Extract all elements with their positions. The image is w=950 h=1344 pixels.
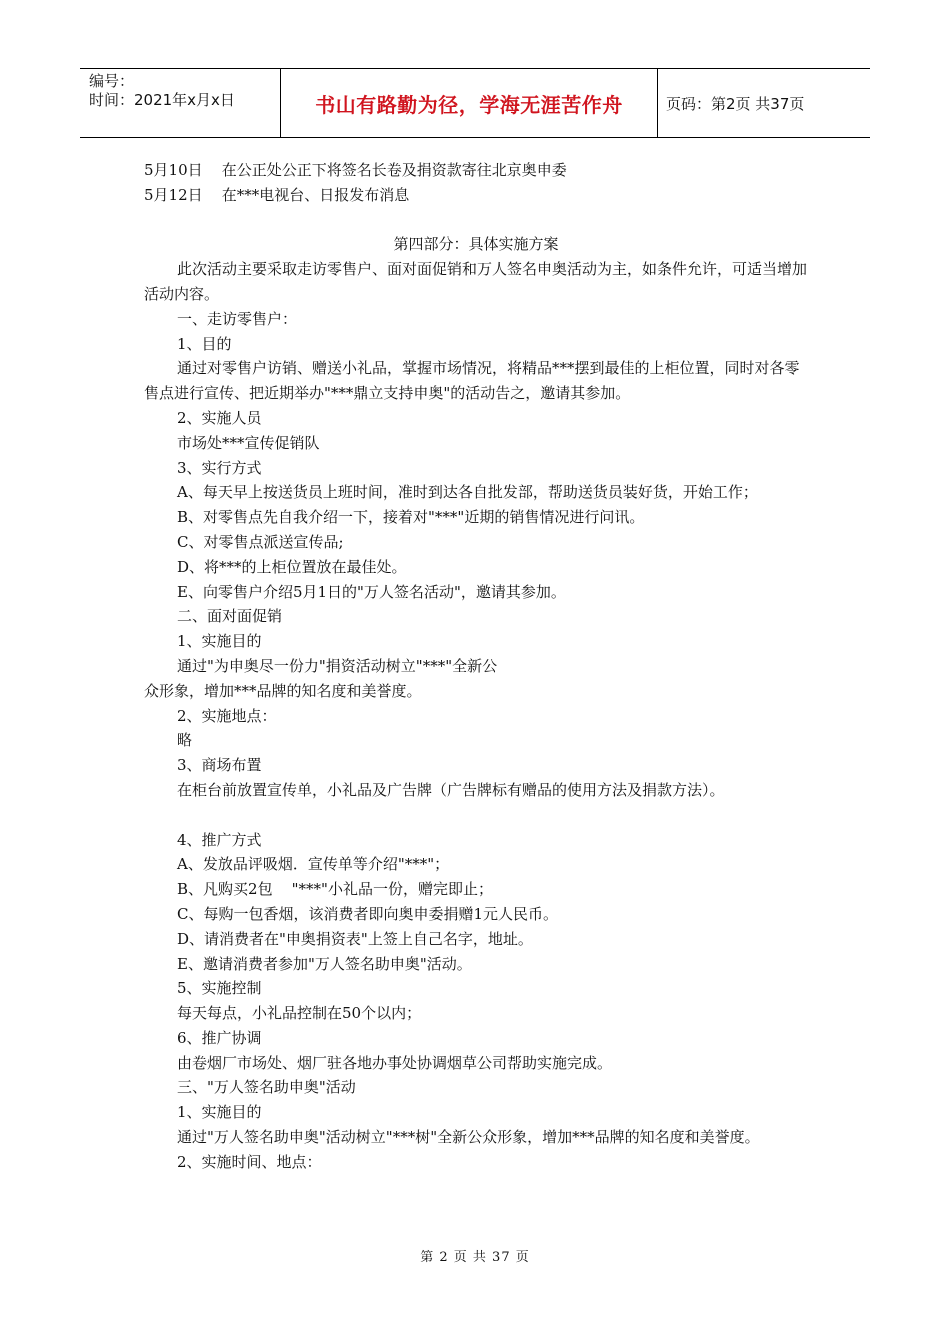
paragraph: 在柜台前放置宣传单，小礼品及广告牌（广告牌标有赠品的使用方法及捐款方法）。 [177, 780, 725, 799]
document-number-label: 编号： [89, 72, 135, 90]
header-meta [80, 69, 281, 137]
list-item: D、请消费者在"申奥捐资表"上签上自己名字，地址。 [177, 929, 533, 948]
paragraph: 众形象，增加***品牌的知名度和美誉度。 [144, 681, 422, 700]
paragraph: 市场处***宣传促销队 [177, 433, 320, 452]
subheading: 三、"万人签名助申奥"活动 [177, 1078, 356, 1097]
list-item: C、每购一包香烟，该消费者即向奥申委捐赠1元人民币。 [177, 904, 559, 923]
subheading: 3、商场布置 [177, 756, 262, 775]
paragraph: 通过"为申奥尽一份力"捐资活动树立"***"全新公 [177, 656, 498, 675]
list-item: D、将***的上柜位置放在最佳处。 [177, 557, 407, 576]
subheading: 二、面对面促销 [177, 607, 283, 626]
list-item: B、凡购买2包 "***"小礼品一份，赠完即止； [177, 880, 493, 899]
list-item: A、发放品评吸烟．宣传单等介绍"***"； [177, 855, 450, 874]
motto-text: 书山有路勤为径，学海无涯苦作舟 [315, 92, 623, 117]
list-item: E、向零售户介绍5月1日的"万人签名活动"，邀请其参加。 [177, 582, 566, 601]
page-header [80, 68, 870, 138]
paragraph: 每天每点，小礼品控制在50个以内； [177, 1004, 422, 1023]
paragraph: 此次活动主要采取走访零售户、面对面促销和万人签名申奥活动为主，如条件允许，可适当增加活动内容。 [144, 260, 808, 303]
paragraph: 由卷烟厂市场处、烟厂驻各地办事处协调烟草公司帮助实施完成。 [177, 1053, 613, 1072]
page-footer: 第 2 页 共 37 页 [420, 1250, 530, 1265]
list-item: E、邀请消费者参加"万人签名助申奥"活动。 [177, 954, 472, 973]
header-motto-cell [281, 69, 658, 137]
subheading: 4、推广方式 [177, 830, 262, 849]
paragraph: 略 [177, 731, 193, 750]
subheading: 2、实施地点： [177, 706, 277, 725]
header-page-cell [658, 69, 870, 137]
subheading: 一、走访零售户： [177, 309, 298, 328]
paragraph: 通过"万人签名助申奥"活动树立"***树"全新公众形象，增加***品牌的知名度和美誉度。 [177, 1128, 760, 1147]
schedule-line: 5月10日 在公正处公正下将签名长卷及捐资款寄往北京奥申委 [144, 161, 567, 179]
paragraph: 通过对零售户访销、赠送小礼品，掌握市场情况，将精品***摆到最佳的上柜位置，同时对各零售点进行宣传、把近期举办"***鼎立支持申奥"的活动告之，邀请其参加。 [144, 359, 800, 403]
subheading: 6、推广协调 [177, 1028, 262, 1047]
document-body [144, 158, 808, 1175]
page-number-label: 页码：第2页 共37页 [666, 94, 805, 113]
subheading: 5、实施控制 [177, 979, 262, 998]
document-time-label: 时间：2021年x月x日 [89, 91, 235, 109]
subheading: 1、实施目的 [177, 632, 262, 651]
list-item: A、每天早上按送货员上班时间，准时到达各自批发部，帮助送货员装好货，开始工作； [177, 483, 758, 502]
list-item: C、对零售点派送宣传品; [177, 532, 344, 551]
subheading: 1、目的 [177, 334, 232, 353]
subheading: 2、实施时间、地点： [177, 1152, 322, 1171]
subheading: 2、实施人员 [177, 408, 262, 427]
section-heading: 第四部分：具体实施方案 [393, 235, 559, 254]
list-item: B、对零售点先自我介绍一下，接着对"***"近期的销售情况进行问讯。 [177, 508, 645, 527]
subheading: 1、实施目的 [177, 1103, 262, 1122]
subheading: 3、实行方式 [177, 458, 262, 477]
schedule-line: 5月12日 在***电视台、日报发布消息 [144, 185, 410, 204]
